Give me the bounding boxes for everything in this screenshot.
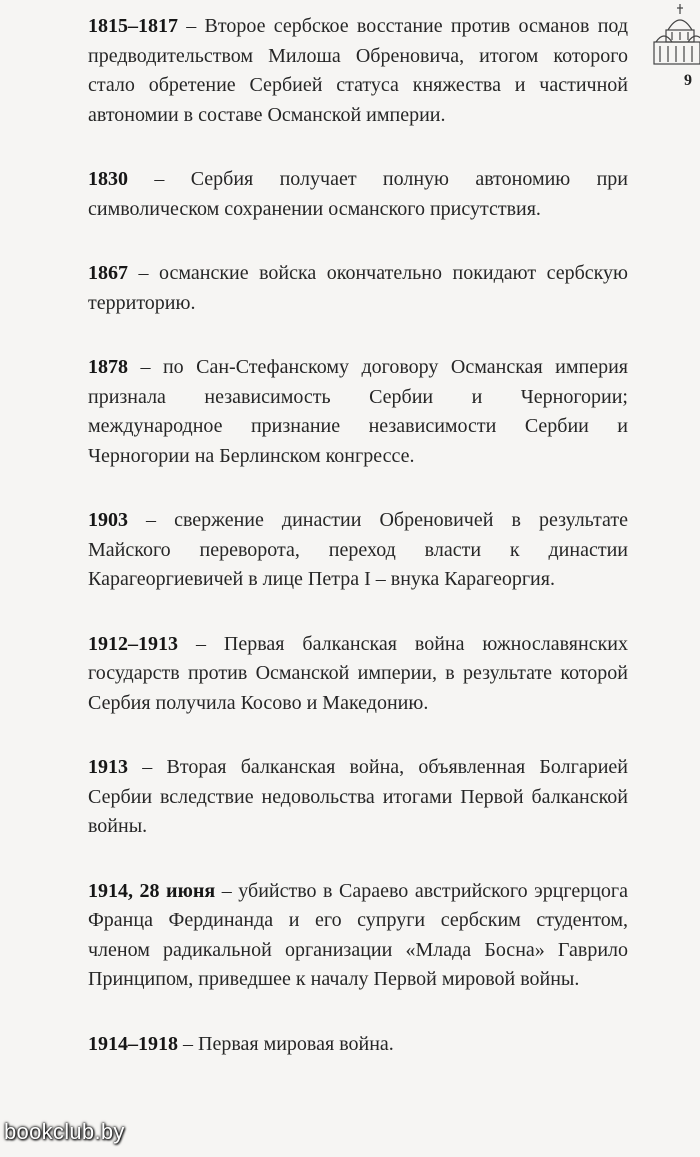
- entry-year: 1878: [88, 356, 128, 378]
- entry-year: 1914–1918: [88, 1032, 178, 1055]
- entry-text: – османские войска окончательно покидают сербскую территорию.: [88, 262, 628, 314]
- entry-year: 1815–1817: [88, 15, 178, 37]
- entry-year: 1830: [88, 168, 128, 190]
- entry-year: 1914, 28 июня: [88, 879, 216, 902]
- chronology-entry: [88, 630, 628, 719]
- chronology-entry: [88, 877, 628, 995]
- chronology-entry: [88, 353, 628, 471]
- chronology-entry: [88, 259, 628, 318]
- entry-text: – Вторая балканская война, объявленная Болгарией Сербии вследствие недовольства итогами Первой балканской войны.: [88, 756, 628, 837]
- church-dome-icon: [650, 0, 700, 70]
- page-number: 9: [684, 72, 692, 89]
- chronology-entry: [88, 753, 628, 842]
- entry-text: – Первая мировая война.: [178, 1032, 394, 1055]
- watermark-logo: bookclub.by: [4, 1119, 125, 1144]
- entry-text: – убийство в Сараево австрийского эрцгерцога Франца Фердинанда и его супруги сербским студентом, членом радикальной организации «Млада Босна» Гаврило Принципом, приведшее к началу Первой мировой войны.: [88, 879, 628, 990]
- entry-year: 1903: [88, 509, 128, 531]
- entry-text: – Второе сербское восстание против османов под предводительством Милоша Обреновича, итогом которого стало обретение Сербией статуса княжества и частичной автономии в составе Османской империи.: [88, 15, 628, 126]
- chronology-entry: [88, 12, 628, 130]
- chronology-text: [88, 12, 628, 1094]
- entry-year: 1912–1913: [88, 632, 178, 655]
- chronology-entry: [88, 506, 628, 595]
- entry-text: – Сербия получает полную автономию при символическом сохранении османского присутствия.: [88, 168, 628, 220]
- chronology-entry: [88, 1030, 628, 1060]
- chronology-entry: [88, 165, 628, 224]
- corner-ornament: [650, 0, 700, 100]
- entry-text: – свержение династии Обреновичей в результате Майского переворота, переход власти к династии Карагеоргиевичей в лице Петра I – внука Карагеоргия.: [88, 509, 628, 590]
- entry-text: – по Сан-Стефанскому договору Османская империя признала независимость Сербии и Черногории; международное признание независимости Сербии и Черногории на Берлинском конгрессе.: [88, 356, 628, 467]
- entry-year: 1867: [88, 262, 128, 284]
- entry-year: 1913: [88, 756, 128, 778]
- entry-text: – Первая балканская война южнославянских государств против Османской империи, в результате которой Сербия получила Косово и Македонию.: [88, 632, 628, 714]
